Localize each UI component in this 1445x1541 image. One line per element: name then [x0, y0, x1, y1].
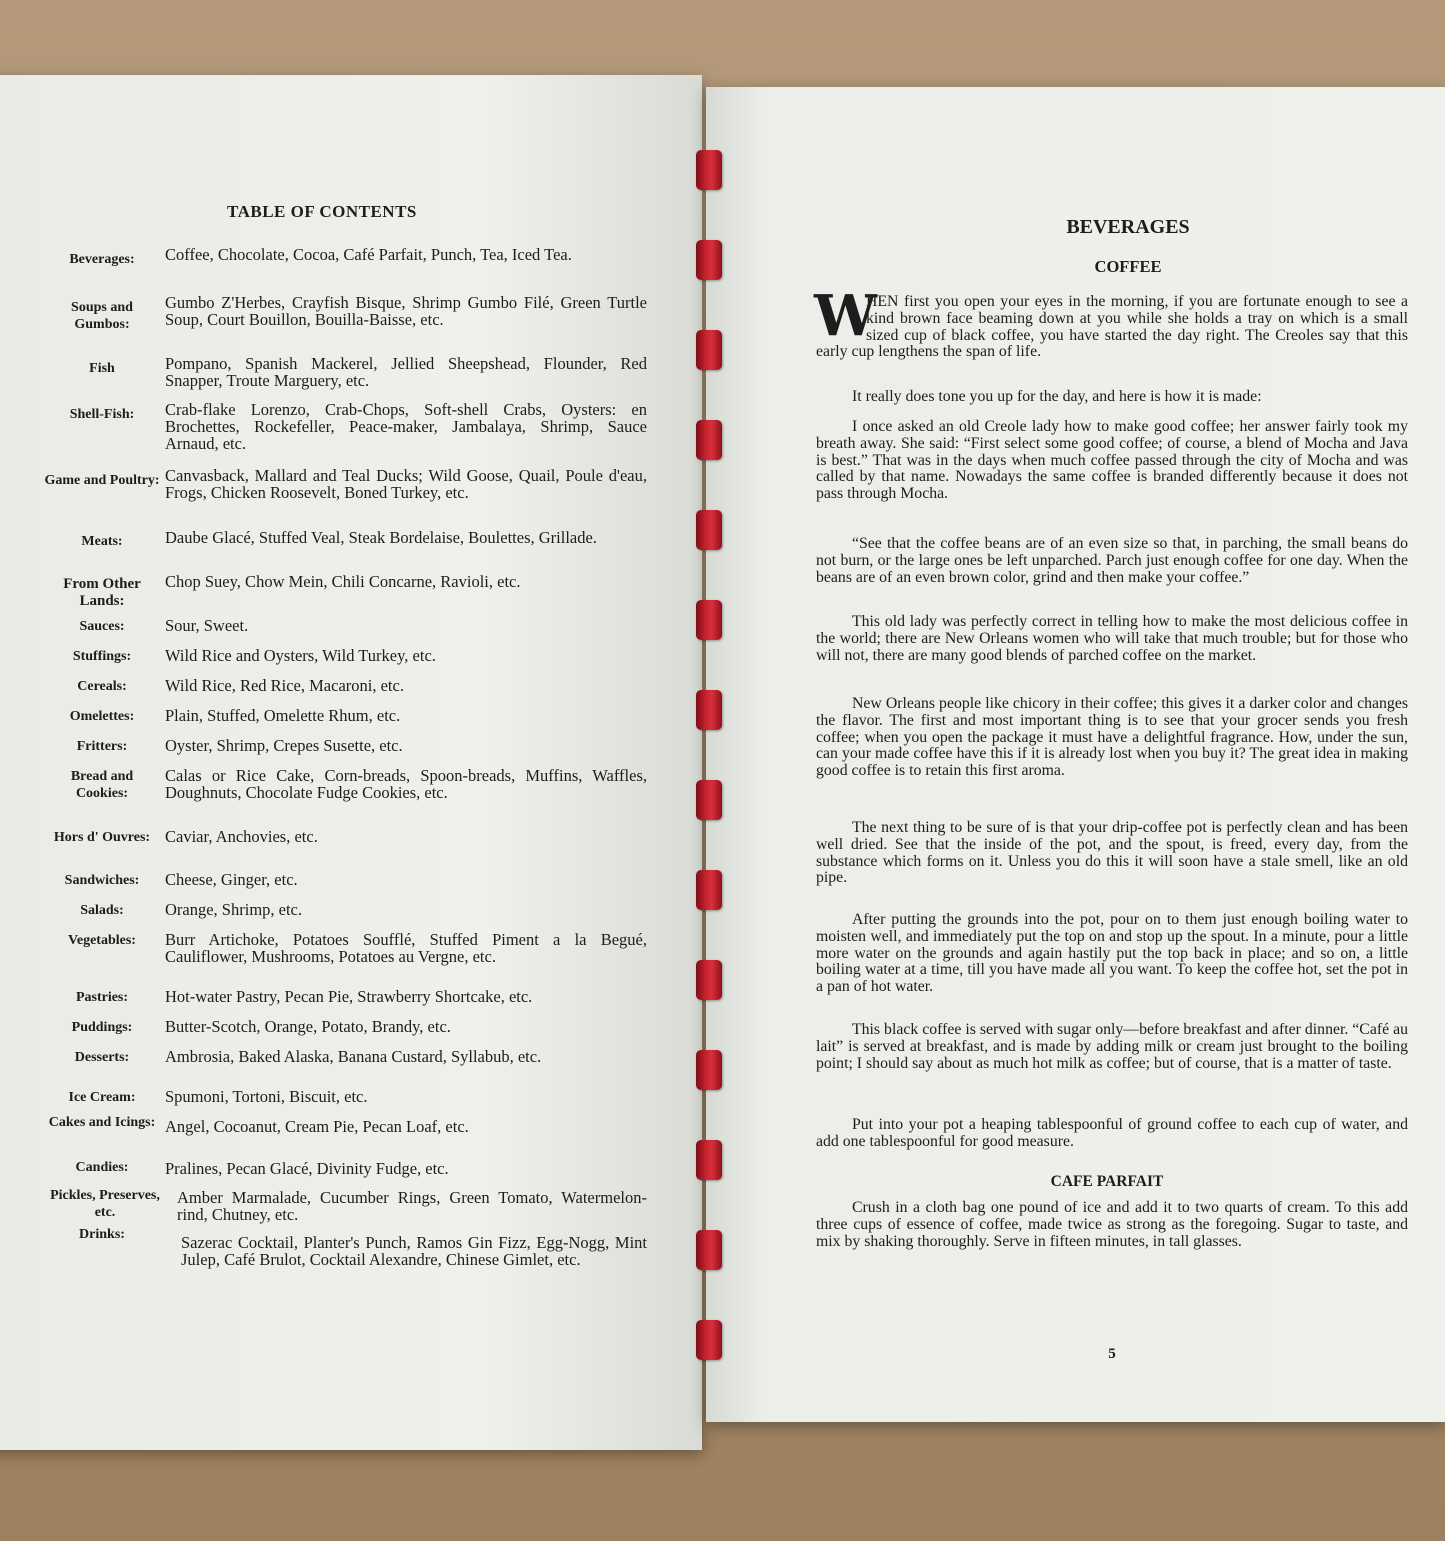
toc-entry-label: Ice Cream: — [68, 1090, 136, 1105]
toc-entry-label: Hors d' Ouvres: — [53, 830, 151, 845]
binding-coil — [696, 1140, 722, 1180]
toc-entry-label: Cakes and Icings: — [48, 1115, 156, 1130]
toc-entry-items: Ambrosia, Baked Alaska, Banana Custard, Syllabub, etc. — [165, 1047, 542, 1066]
binding-coil — [696, 150, 722, 190]
binding-coil — [696, 960, 722, 1000]
binding-coil — [696, 600, 722, 640]
toc-entry-label: Drinks: — [79, 1227, 125, 1242]
binding-coil — [696, 1050, 722, 1090]
toc-title: TABLE OF CONTENTS — [227, 202, 417, 221]
toc-entry-items: Canvasback, Mallard and Teal Ducks; Wild Goose, Quail, Poule d'eau, Frogs, Chicken Roosevelt, Boned Turkey, etc. — [165, 466, 647, 502]
coffee-paragraph: This old lady was perfectly correct in telling how to make the most delicious coffee in the world; there are New Orleans women who will take that much trouble; but for those who will not, there are many good blends of parched coffee on the market. — [816, 613, 1408, 664]
toc-entry-label: Pastries: — [75, 990, 129, 1005]
toc-entry-label: Candies: — [75, 1160, 129, 1175]
toc-entry-items: Angel, Cocoanut, Cream Pie, Pecan Loaf, etc. — [165, 1117, 469, 1136]
toc-entry-items: Sour, Sweet. — [165, 616, 249, 635]
binding-coil — [696, 240, 722, 280]
toc-entry-label: Fritters: — [76, 739, 128, 754]
binding-coil — [696, 780, 722, 820]
toc-entry-label: Cereals: — [77, 679, 127, 694]
binding-coil — [696, 1320, 722, 1360]
binding-coil — [696, 1230, 722, 1270]
toc-entry-label: Desserts: — [74, 1050, 130, 1065]
toc-entry-label: Salads: — [80, 903, 124, 918]
toc-entry-label: Beverages: — [69, 252, 135, 267]
toc-entry-items: Daube Glacé, Stuffed Veal, Steak Bordelaise, Boulettes, Grillade. — [165, 528, 597, 547]
toc-entry-items: Wild Rice and Oysters, Wild Turkey, etc. — [165, 646, 436, 665]
toc-entry-items: Gumbo Z'Herbes, Crayfish Bisque, Shrimp Gumbo Filé, Green Turtle Soup, Court Bouillon, Bouilla-Baisse, etc. — [165, 293, 647, 329]
toc-entry-label: Sauces: — [79, 619, 125, 634]
toc-entry-items: Pompano, Spanish Mackerel, Jellied Sheepshead, Flounder, Red Snapper, Troute Marguery, etc. — [165, 354, 647, 390]
coffee-paragraph: New Orleans people like chicory in their coffee; this gives it a darker color and changes the flavor. The first and most important thing is to see that your grocer sends you fresh coffee; when you open the package it must have a delightful fragrance. How, under the sun, can your made coffee have this if it is already lost when you buy it? The great idea in making good coffee is to retain this first aroma. — [816, 695, 1408, 780]
toc-entry-label: Bread and Cookies: — [70, 769, 134, 801]
binding-coil — [696, 420, 722, 460]
toc-entry-items: Oyster, Shrimp, Crepes Susette, etc. — [165, 736, 403, 755]
toc-entry-items: Butter-Scotch, Orange, Potato, Brandy, etc. — [165, 1017, 451, 1036]
toc-entry-label: Meats: — [81, 534, 123, 549]
toc-entry-items: Spumoni, Tortoni, Biscuit, etc. — [165, 1087, 368, 1106]
binding-coil — [696, 510, 722, 550]
toc-entry-label: Pickles, Preserves, etc. — [50, 1188, 160, 1220]
page-number: 5 — [1108, 1346, 1116, 1362]
toc-entry-items: Caviar, Anchovies, etc. — [165, 827, 318, 846]
coffee-paragraph: After putting the grounds into the pot, pour on to them just enough boiling water to moisten well, and immediately put the top on and stop up the spout. In a minute, pour a little more water on the grounds and again hastily put the top back in place; and so on, a little boiling water at a time, till you have made all you want. To keep the coffee hot, set the pot in a pan of hot water. — [816, 911, 1408, 996]
toc-entry-items: Plain, Stuffed, Omelette Rhum, etc. — [165, 706, 401, 725]
toc-entry-items: Pralines, Pecan Glacé, Divinity Fudge, etc. — [165, 1159, 449, 1178]
toc-entry-items: Crab-flake Lorenzo, Crab-Chops, Soft-shell Crabs, Oysters: en Brochettes, Rockefeller, Peace-maker, Jambalaya, Shrimp, Sauce Arnaud, etc. — [165, 400, 647, 453]
toc-entry-items: Chop Suey, Chow Mein, Chili Concarne, Ravioli, etc. — [165, 572, 521, 591]
coffee-paragraph: “See that the coffee beans are of an even size so that, in parching, the small beans do not burn, or the large ones be left unparched. Parch just enough coffee for one day. When the beans are of an even brown color, grind and then make your coffee.” — [816, 535, 1408, 586]
toc-entry-items: Sazerac Cocktail, Planter's Punch, Ramos Gin Fizz, Egg-Nogg, Mint Julep, Café Brulot, Cocktail Alexandre, Chinese Gimlet, etc. — [181, 1233, 647, 1269]
toc-entry-items: Coffee, Chocolate, Cocoa, Café Parfait, Punch, Tea, Iced Tea. — [165, 245, 572, 264]
coffee-paragraph: I once asked an old Creole lady how to make good coffee; her answer fairly took my breath away. She said: “First select some good coffee; of course, a blend of Mocha and Java is best.” That was in the days when much coffee passed through the city of Mocha and was called by that name. Nowadays the same coffee is branded differently because it does not pass through Mocha. — [816, 418, 1408, 503]
toc-entry-items: Orange, Shrimp, etc. — [165, 900, 303, 919]
drop-cap: W — [814, 283, 877, 349]
coffee-paragraph: The next thing to be sure of is that your drip-coffee pot is perfectly clean and has been well dried. See that the inside of the pot, and the spout, is freed, every day, from the substance which forms on it. Unless you do this it will soon have a stale smell, like an old pipe. — [816, 819, 1408, 887]
coffee-paragraph: This black coffee is served with sugar only—before breakfast and after dinner. “Café au lait” is served at breakfast, and is made by adding milk or cream just brought to the boiling point; I should say about as much hot milk as coffee; but of course, that is a matter of taste. — [816, 1021, 1408, 1072]
coffee-paragraph: Put into your pot a heaping tablespoonful of ground coffee to each cup of water, and add one tablespoonful for good measure. — [816, 1116, 1408, 1150]
toc-entry-items: Calas or Rice Cake, Corn-breads, Spoon-breads, Muffins, Waffles, Doughnuts, Chocolate Fudge Cookies, etc. — [165, 766, 647, 802]
binding-coil — [696, 690, 722, 730]
coffee-paragraph — [816, 294, 1408, 361]
drop-cap-space — [816, 294, 866, 340]
parfait-title: CAFE PARFAIT — [1050, 1173, 1164, 1190]
toc-entry-label: Omelettes: — [69, 709, 135, 724]
toc-entry-label: Shell-Fish: — [69, 407, 135, 422]
toc-entry-label: Sandwiches: — [64, 873, 140, 888]
section-title: BEVERAGES — [1066, 216, 1190, 238]
toc-entry-label: Stuffings: — [72, 649, 132, 664]
toc-entry-label: Game and Poultry: — [44, 473, 160, 488]
toc-entry-label: Soups and Gumbos: — [71, 300, 133, 332]
coffee-title: COFFEE — [1094, 257, 1162, 276]
toc-entry-items: Amber Marmalade, Cucumber Rings, Green Tomato, Watermelon-rind, Chutney, etc. — [177, 1188, 647, 1224]
binding-coil — [696, 870, 722, 910]
coffee-paragraph-text: HEN first you open your eyes in the morning, if you are fortunate enough to see a kind brown face beaming down at you while she holds a tray on which is a small sized cup of black coffee, you have started the day right. The Creoles say that this early cup lengthens the span of life. — [816, 293, 1408, 361]
parfait-paragraph: Crush in a cloth bag one pound of ice and add it to two quarts of cream. To this add three cups of essence of coffee, made twice as strong as the foregoing. Sugar to taste, and mix by shaking thoroughly. Serve in fifteen minutes, in tall glasses. — [816, 1199, 1408, 1250]
coffee-paragraph: It really does tone you up for the day, and here is how it is made: — [852, 388, 1262, 405]
toc-entry-label: Puddings: — [71, 1020, 133, 1035]
toc-entry-items: Wild Rice, Red Rice, Macaroni, etc. — [165, 676, 404, 695]
toc-entry-label: Vegetables: — [68, 933, 136, 948]
toc-entry-label: From Other Lands: — [63, 576, 141, 609]
toc-entry-items: Hot-water Pastry, Pecan Pie, Strawberry Shortcake, etc. — [165, 987, 533, 1006]
toc-entry-items: Burr Artichoke, Potatoes Soufflé, Stuffed Piment a la Begué, Cauliflower, Mushrooms, Potatoes au Vergne, etc. — [165, 930, 647, 966]
toc-entry-items: Cheese, Ginger, etc. — [165, 870, 298, 889]
binding-coil — [696, 330, 722, 370]
toc-entry-label: Fish — [89, 361, 115, 376]
